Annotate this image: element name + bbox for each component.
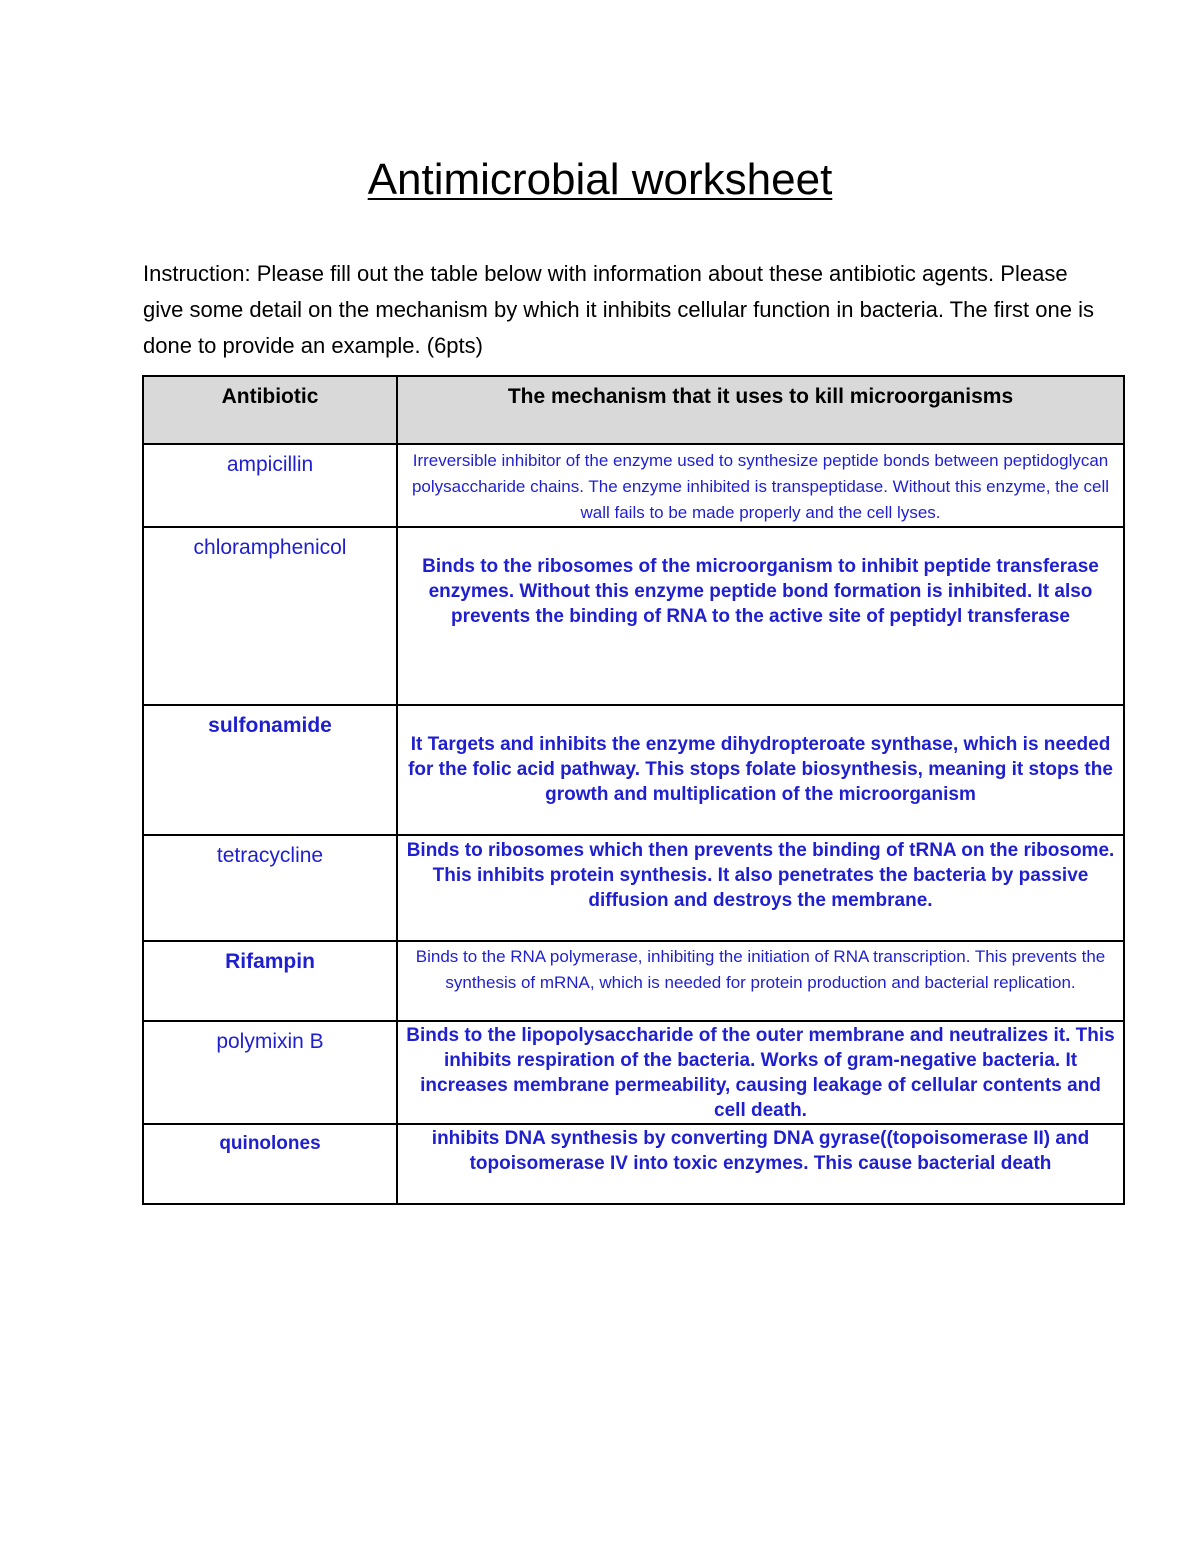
mechanism-text: inhibits DNA synthesis by converting DNA gyrase((topoisomerase II) and topoisomerase IV into toxic enzymes. This cause bacterial death <box>397 1124 1124 1204</box>
table-header-row <box>143 376 1124 444</box>
mechanism-text: It Targets and inhibits the enzyme dihydropteroate synthase, which is needed for the folic acid pathway. This stops folate biosynthesis, meaning it stops the growth and multiplication of the microorganism <box>397 705 1124 835</box>
antibiotic-name: polymixin B <box>143 1021 397 1124</box>
page-title: Antimicrobial worksheet <box>367 155 833 204</box>
antibiotic-name: tetracycline <box>143 835 397 941</box>
header-mechanism: The mechanism that it uses to kill microorganisms <box>397 376 1124 444</box>
antibiotic-table <box>142 375 1125 1205</box>
instruction-text: Instruction: Please fill out the table below with information about these antibiotic agents. Please give some detail on the mechanism by which it inhibits cellular function in bacteria. The first one is done to provide an example. (6pts) <box>143 261 1094 358</box>
mechanism-text: Binds to the RNA polymerase, inhibiting the initiation of RNA transcription. This prevents the synthesis of mRNA, which is needed for protein production and bacterial replication. <box>397 941 1124 1021</box>
mechanism-text: Binds to the lipopolysaccharide of the outer membrane and neutralizes it. This inhibits respiration of the bacteria. Works of gram-negative bacteria. It increases membrane permeability, causing leakage of cellular contents and cell death. <box>397 1021 1124 1124</box>
mechanism-text: Binds to the ribosomes of the microorganism to inhibit peptide transferase enzymes. Without this enzyme peptide bond formation is inhibited. It also prevents the binding of RNA to the active site of peptidyl transferase <box>397 527 1124 705</box>
header-antibiotic: Antibiotic <box>143 376 397 444</box>
table-row <box>143 1124 1124 1204</box>
antibiotic-name: Rifampin <box>143 941 397 1021</box>
table-row <box>143 527 1124 705</box>
mechanism-text: Binds to ribosomes which then prevents the binding of tRNA on the ribosome. This inhibits protein synthesis. It also penetrates the bacteria by passive diffusion and destroys the membrane. <box>397 835 1124 941</box>
table-row <box>143 705 1124 835</box>
table-row <box>143 835 1124 941</box>
table-row <box>143 1021 1124 1124</box>
antibiotic-name: sulfonamide <box>143 705 397 835</box>
table-row <box>143 941 1124 1021</box>
table-row <box>143 444 1124 527</box>
antibiotic-name: chloramphenicol <box>143 527 397 705</box>
antibiotic-name: quinolones <box>143 1124 397 1204</box>
mechanism-text: Irreversible inhibitor of the enzyme used to synthesize peptide bonds between peptidoglycan polysaccharide chains. The enzyme inhibited is transpeptidase. Without this enzyme, the cell wall fails to be made properly and the cell lyses. <box>397 444 1124 527</box>
antibiotic-name: ampicillin <box>143 444 397 527</box>
